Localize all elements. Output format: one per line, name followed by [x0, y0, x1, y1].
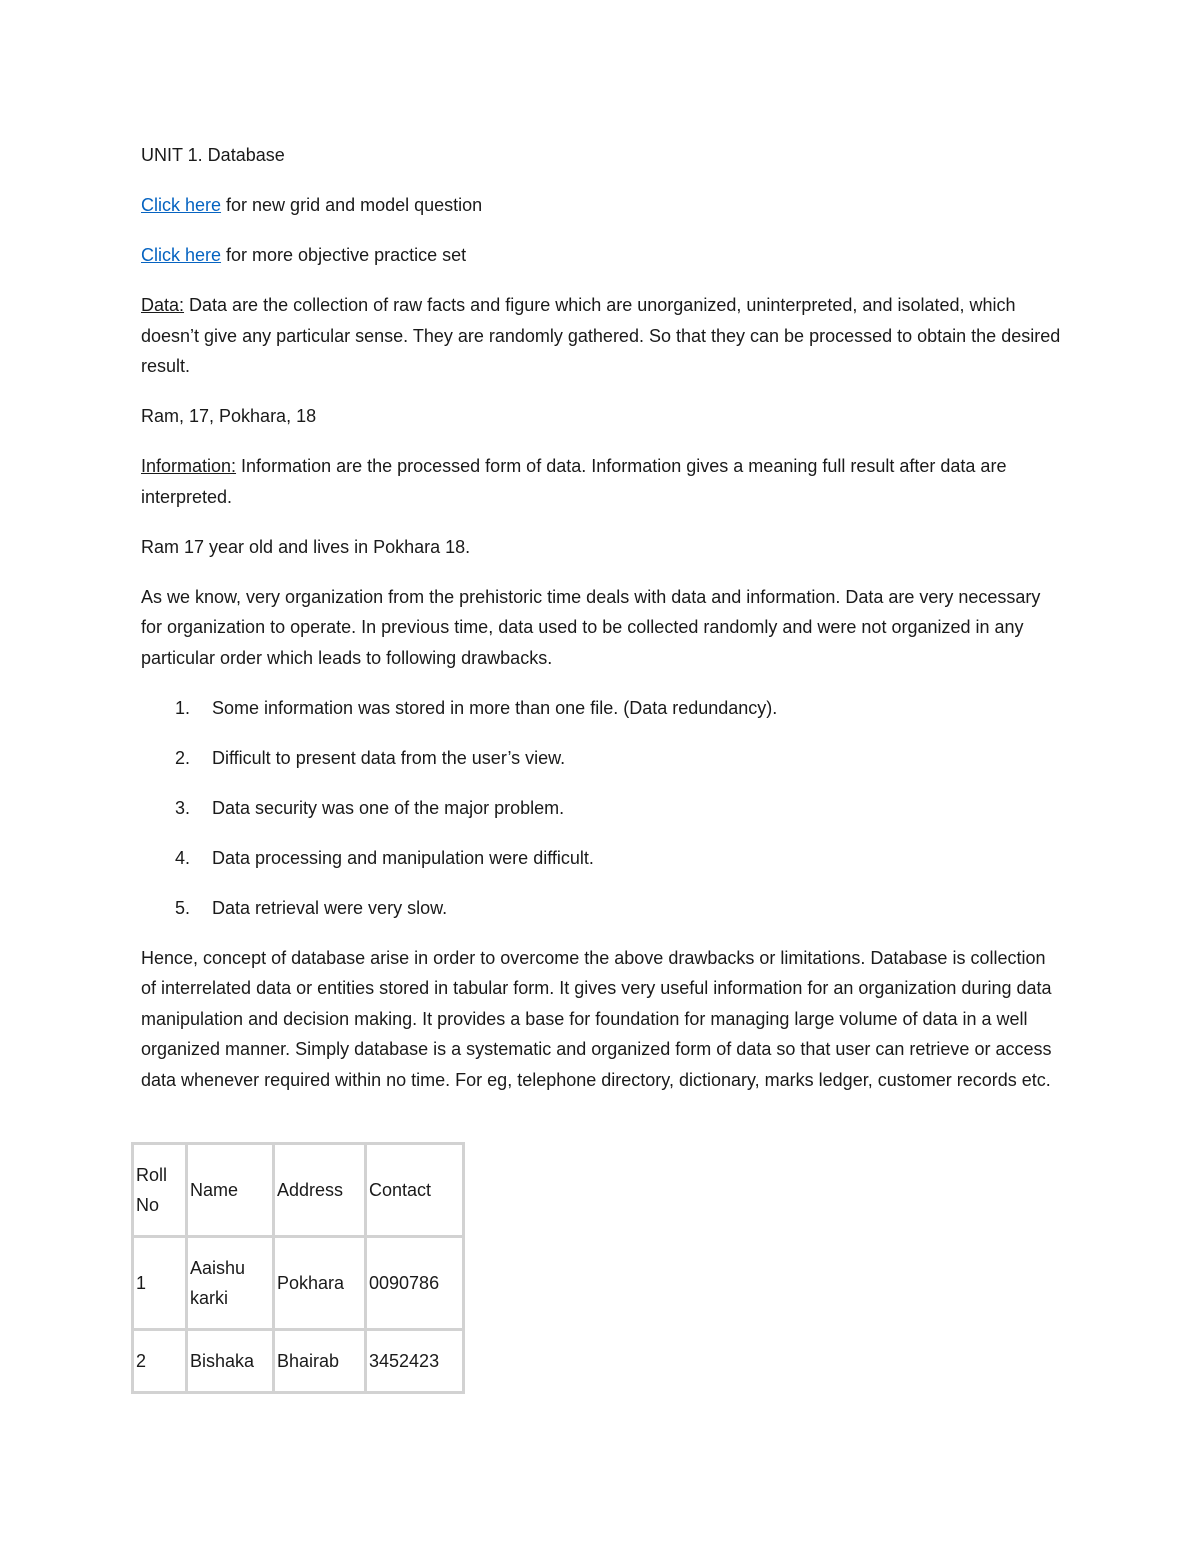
grid-question-link[interactable]: Click here — [141, 195, 222, 215]
practice-set-line — [141, 240, 1061, 271]
table-row — [133, 1330, 464, 1393]
unit-heading: UNIT 1. Database — [141, 145, 285, 165]
list-number: 1. — [175, 697, 191, 718]
list-number: 5. — [175, 897, 191, 918]
grid-question-line — [141, 190, 1061, 221]
table-cell: Bhairab — [274, 1330, 366, 1393]
header-cell-address: Address — [274, 1144, 366, 1237]
practice-set-text: for more objective practice set — [221, 245, 467, 265]
table-cell: Pokhara — [274, 1237, 366, 1330]
data-term: Data: — [141, 295, 185, 315]
table-cell: Bishaka — [187, 1330, 274, 1393]
information-definition-text: Information are the processed form of data. Information gives a meaning full result after data are interpreted. — [141, 456, 1007, 507]
conclusion-paragraph: Hence, concept of database arise in order to overcome the above drawbacks or limitations. Database is collection of interrelated data or entities stored in tabular form. It gives very useful information for an organization during data manipulation and decision making. It provides a base for foundation for managing large volume of data in a well organized manner. Simply database is a systematic and organized form of data so that user can retrieve or access data whenever required within no time. For eg, telephone directory, dictionary, marks ledger, customer records etc. — [141, 947, 1052, 1090]
table-cell: Aaishu karki — [187, 1237, 274, 1330]
list-number: 4. — [175, 847, 191, 868]
list-number: 3. — [175, 797, 191, 818]
table-cell: 2 — [133, 1330, 187, 1393]
information-term: Information: — [141, 456, 237, 476]
information-definition — [141, 451, 1061, 512]
list-text: Some information was stored in more than one file. (Data redundancy). — [212, 697, 778, 718]
practice-set-link[interactable]: Click here — [141, 245, 222, 265]
header-cell-contact: Contact — [366, 1144, 464, 1237]
student-records-table — [131, 1142, 465, 1394]
list-text: Difficult to present data from the user’s view. — [212, 747, 566, 768]
list-item — [141, 793, 1061, 824]
list-text: Data retrieval were very slow. — [212, 897, 448, 918]
table-cell: 0090786 — [366, 1237, 464, 1330]
intro-paragraph: As we know, very organization from the prehistoric time deals with data and information. Data are very necessary for organization to operate. In previous time, data used to be collected randomly and were not organized in any particular order which leads to following drawbacks. — [141, 586, 1041, 668]
list-item — [141, 893, 1061, 924]
header-cell-roll-no: Roll No — [133, 1144, 187, 1237]
table-header-row — [133, 1144, 464, 1237]
data-definition — [141, 290, 1061, 382]
drawbacks-list — [141, 693, 1061, 924]
list-text: Data security was one of the major problem. — [212, 797, 565, 818]
data-definition-text: Data are the collection of raw facts and figure which are unorganized, uninterpreted, and isolated, which doesn’t give any particular sense. They are randomly gathered. So that they can be processed to obtain the desired result. — [141, 295, 1061, 376]
list-item — [141, 693, 1061, 724]
list-number: 2. — [175, 747, 191, 768]
table-row — [133, 1237, 464, 1330]
table-cell: 3452423 — [366, 1330, 464, 1393]
document-body — [141, 140, 1061, 1115]
data-example: Ram, 17, Pokhara, 18 — [141, 406, 317, 426]
table-cell: 1 — [133, 1237, 187, 1330]
grid-question-text: for new grid and model question — [221, 195, 483, 215]
header-cell-name: Name — [187, 1144, 274, 1237]
list-item — [141, 743, 1061, 774]
information-example: Ram 17 year old and lives in Pokhara 18. — [141, 536, 471, 557]
list-text: Data processing and manipulation were difficult. — [212, 847, 594, 868]
list-item — [141, 843, 1061, 874]
